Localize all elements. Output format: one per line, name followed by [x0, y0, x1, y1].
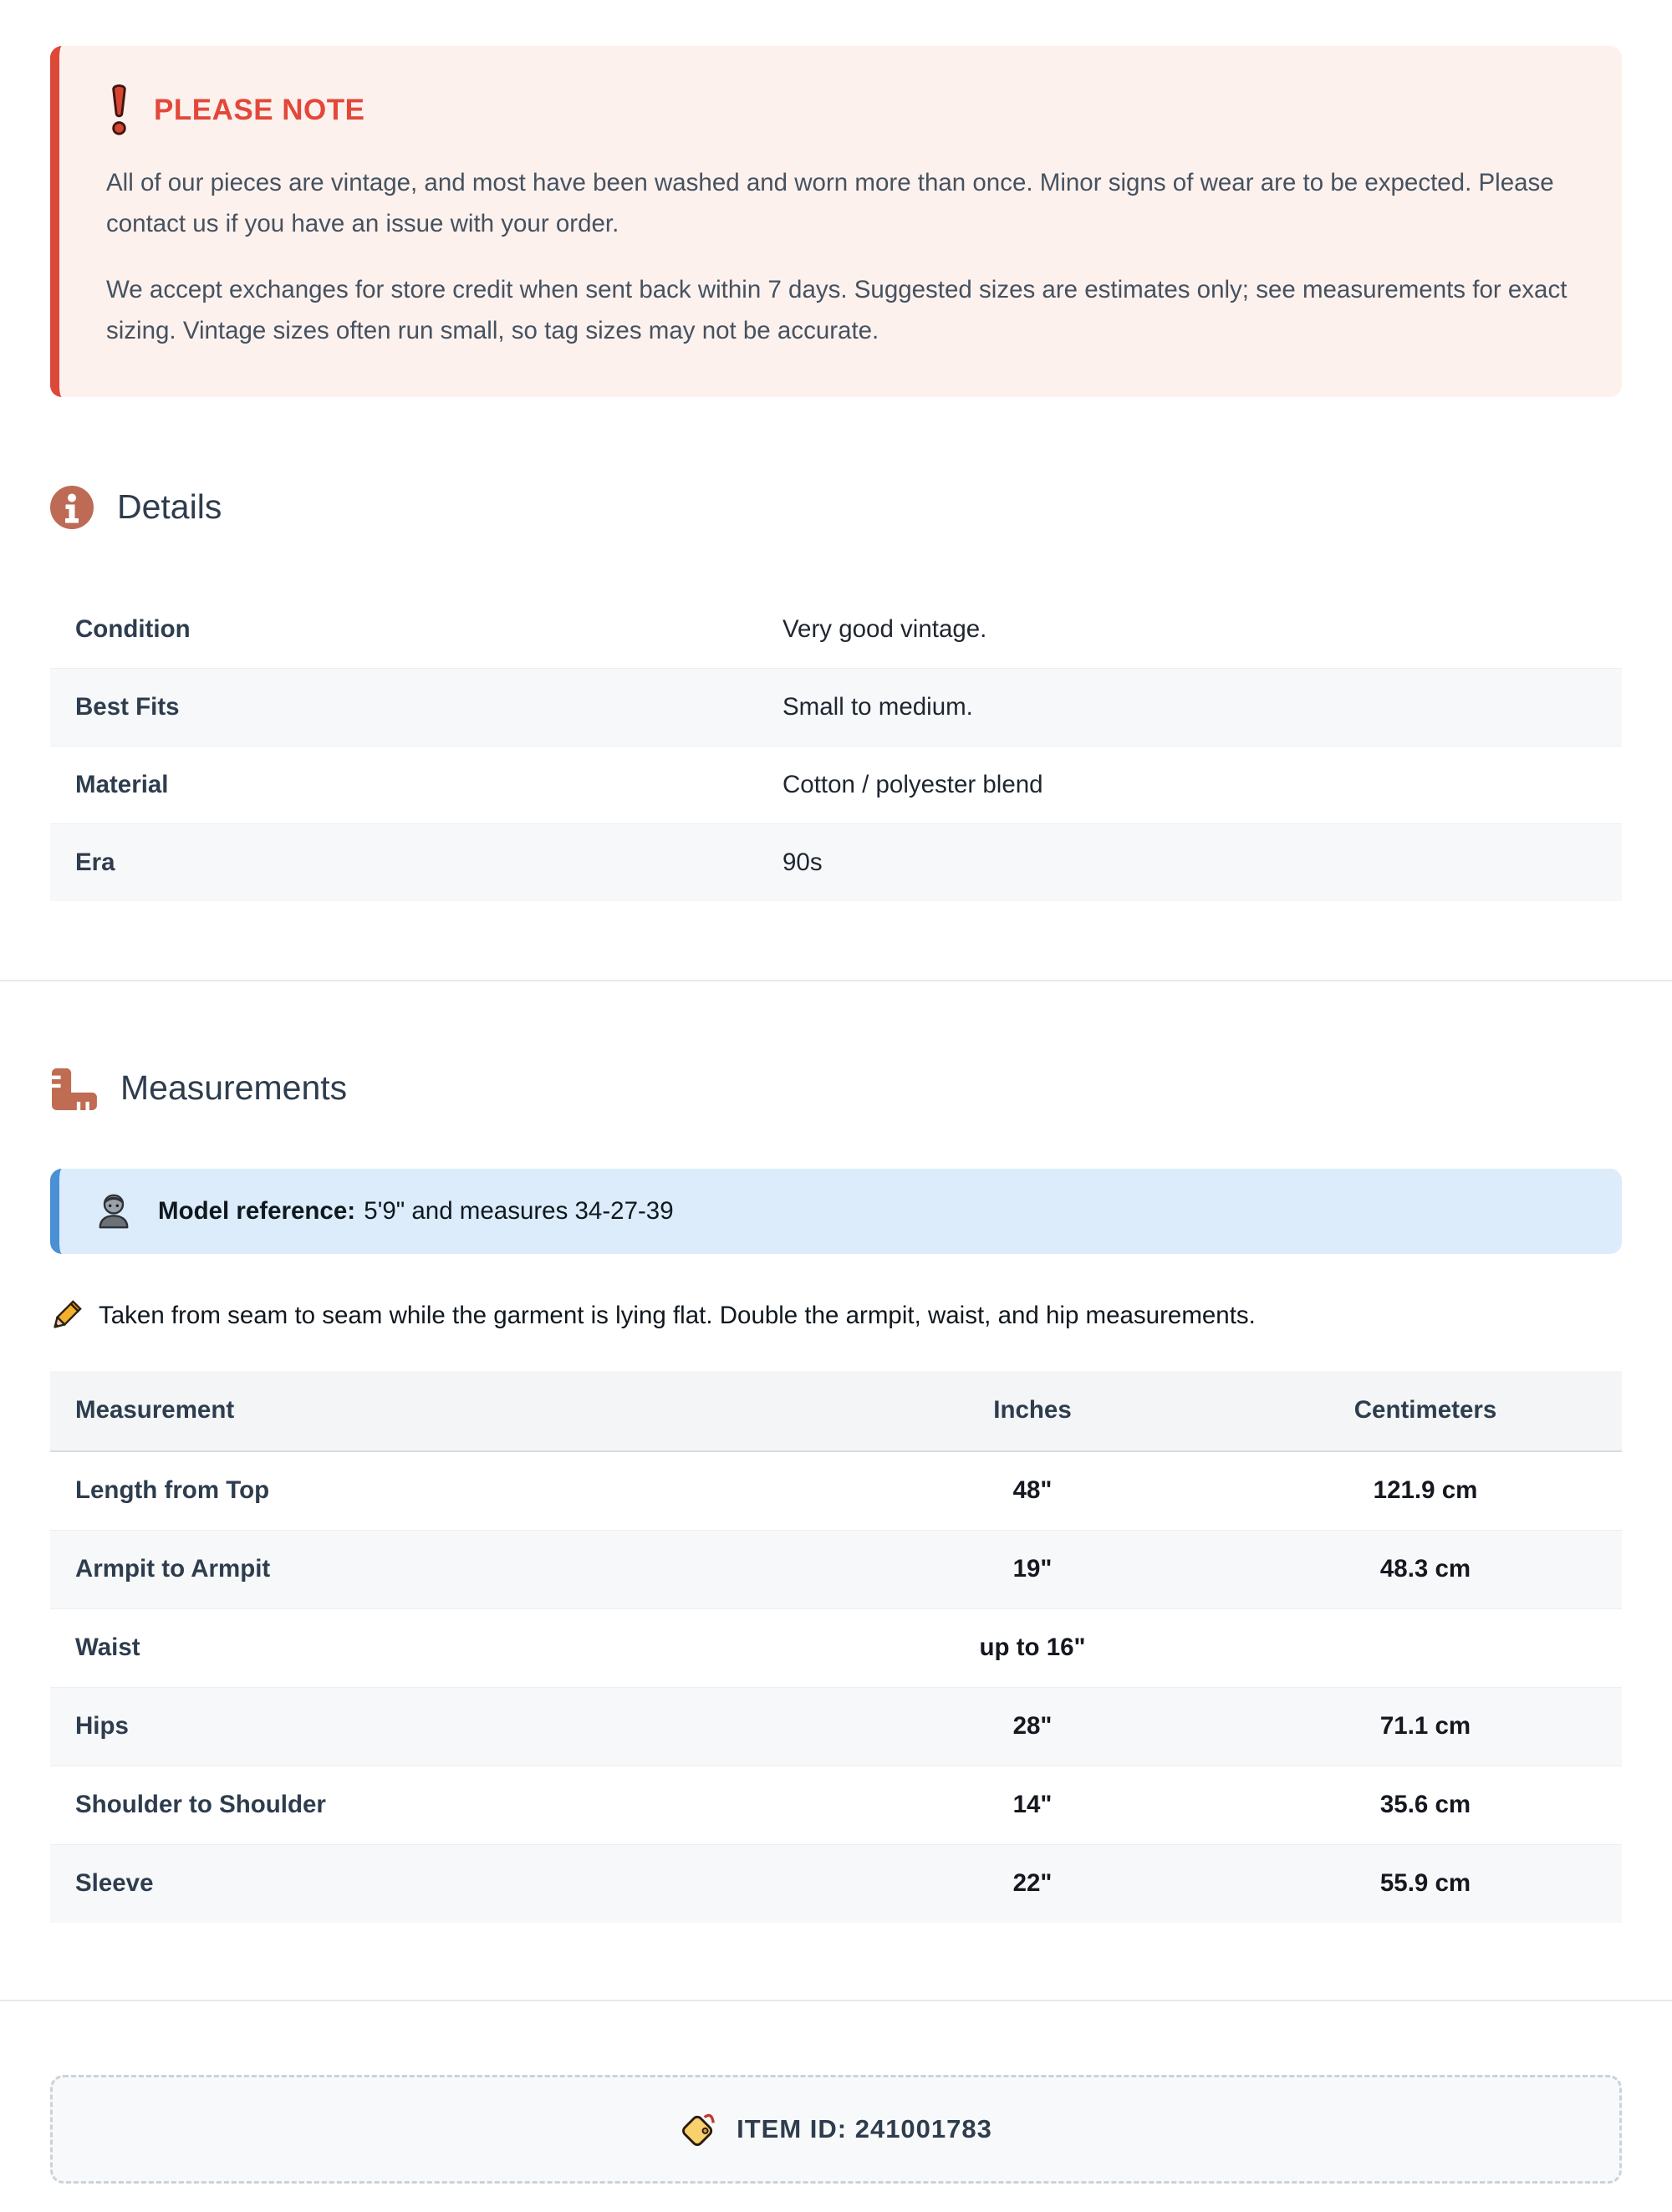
item-id-text: ITEM ID: 241001783 [737, 2113, 992, 2143]
model-reference-value: 5'9" and measures 34-27-39 [364, 1196, 674, 1225]
exclamation-icon [106, 83, 132, 138]
item-id-box [50, 2075, 1622, 2184]
table-row [50, 1844, 1622, 1923]
person-bust-icon [94, 1192, 133, 1231]
measurement-inches: 14" [836, 1766, 1229, 1844]
measurement-cm: 71.1 cm [1229, 1687, 1622, 1766]
measuring-note-text: Taken from seam to seam while the garment is lying flat. Double the armpit, waist, and hip measurements. [99, 1301, 1256, 1329]
measurement-cm: 55.9 cm [1229, 1844, 1622, 1923]
detail-label: Condition [75, 614, 191, 643]
column-header: Inches [836, 1371, 1229, 1451]
details-title: Details [117, 487, 222, 527]
detail-value: 90s [757, 823, 1622, 901]
measurement-inches: 48" [1012, 1476, 1053, 1505]
table-row [50, 1451, 1622, 1531]
measuring-note [50, 1297, 1622, 1334]
table-row [50, 591, 1622, 669]
measurements-section-header [50, 1067, 1622, 1110]
detail-value: Cotton / polyester blend [757, 746, 1622, 823]
table-row [50, 1530, 1622, 1608]
measurement-label: Shoulder to Shoulder [50, 1766, 836, 1844]
table-row [50, 1766, 1622, 1844]
detail-label: Best Fits [50, 668, 757, 746]
measurement-cm: 121.9 cm [1373, 1476, 1478, 1505]
alert-paragraph: All of our pieces are vintage, and most have been washed and worn more than once. Minor signs of wear are to be expected. Please contact us if you have an issue with your order. [106, 169, 1554, 237]
tag-icon [680, 2110, 718, 2148]
detail-value: Very good vintage. [782, 614, 987, 643]
measurement-cm: 48.3 cm [1229, 1530, 1622, 1608]
detail-value: Small to medium. [757, 668, 1622, 746]
measurements-title: Measurements [120, 1068, 348, 1108]
detail-label: Material [50, 746, 757, 823]
measurement-cm: 35.6 cm [1229, 1766, 1622, 1844]
alert-title: PLEASE NOTE [154, 94, 365, 126]
measurement-inches: 22" [836, 1844, 1229, 1923]
measurement-label: Armpit to Armpit [50, 1530, 836, 1608]
please-note-alert [50, 46, 1622, 397]
details-section-header [50, 486, 1622, 529]
table-row [50, 1608, 1622, 1687]
info-icon [50, 486, 94, 529]
measurement-label: Sleeve [50, 1844, 836, 1923]
measurements-table [50, 1371, 1622, 1923]
ruler-icon [50, 1067, 97, 1110]
measurement-inches: 28" [836, 1687, 1229, 1766]
table-row [50, 823, 1622, 901]
measurement-inches: up to 16" [836, 1608, 1229, 1687]
measurement-inches: 19" [836, 1530, 1229, 1608]
model-reference-box [50, 1169, 1622, 1254]
details-table [50, 591, 1622, 901]
detail-label: Era [50, 823, 757, 901]
measurement-label: Length from Top [75, 1476, 270, 1505]
section-divider [0, 2000, 1672, 2001]
model-reference-text [158, 1197, 674, 1226]
section-divider [0, 980, 1672, 981]
alert-paragraph: We accept exchanges for store credit when sent back within 7 days. Suggested sizes are estimates only; see measurements for exact sizing. Vintage sizes often run small, so tag sizes may not be accurate. [106, 275, 1568, 344]
column-header: Measurement [50, 1371, 836, 1451]
measurement-label: Waist [50, 1608, 836, 1687]
measurement-cm [1229, 1608, 1622, 1687]
measurement-label: Hips [50, 1687, 836, 1766]
column-header: Centimeters [1229, 1371, 1622, 1451]
alert-title-row [106, 83, 1575, 138]
table-row [50, 746, 1622, 823]
table-header-row [50, 1371, 1622, 1451]
table-row [50, 1687, 1622, 1766]
pencil-icon [50, 1297, 82, 1334]
table-row [50, 668, 1622, 746]
model-reference-label: Model reference: [158, 1196, 356, 1225]
